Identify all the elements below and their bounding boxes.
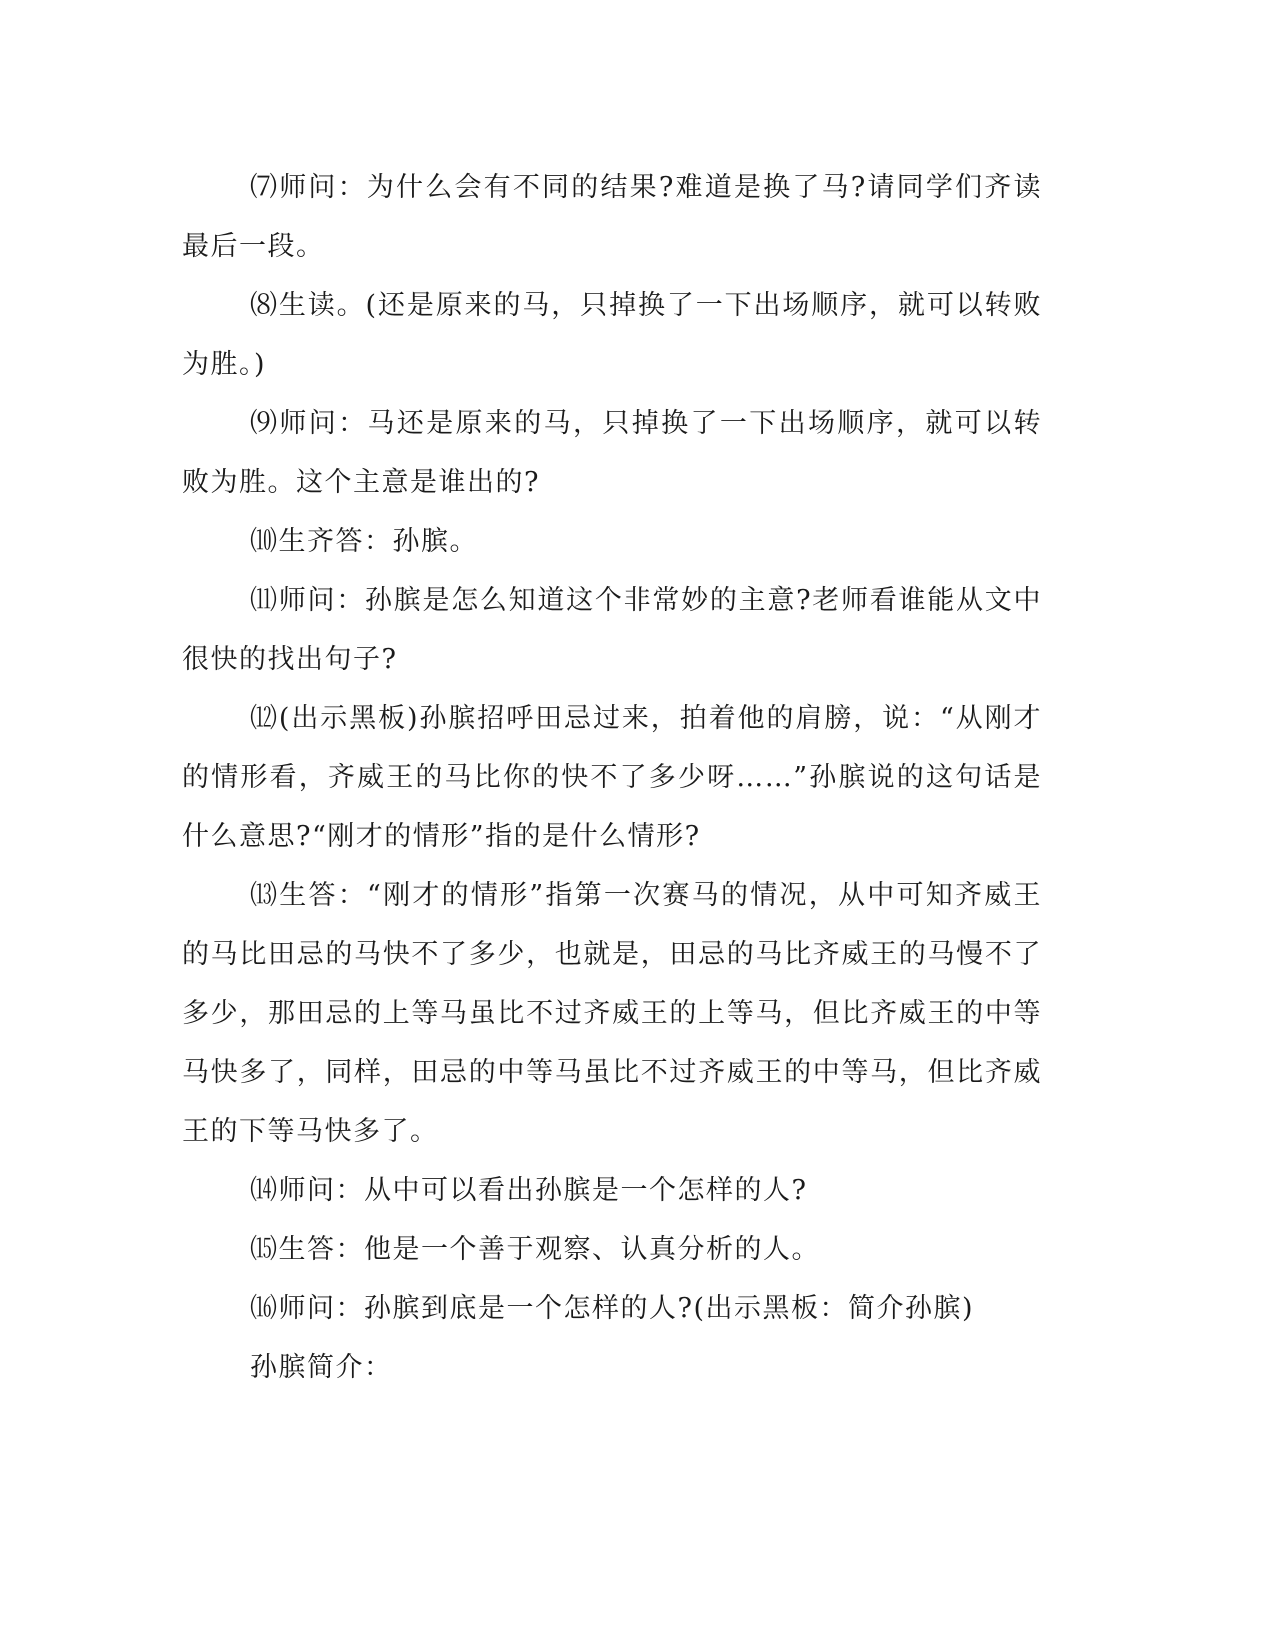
paragraph-10: ⑽生齐答：孙膑。 (250, 526, 478, 557)
paragraph-9: ⑼师问：马还是原来的马，只掉换了一下出场顺序，就可以转败为胜。这个主意是谁出的? (182, 408, 1042, 498)
paragraph-8: ⑻生读。(还是原来的马，只掉换了一下出场顺序，就可以转败为胜。) (182, 290, 1042, 380)
section-heading-sunbin-intro: 孙膑简介： (250, 1352, 393, 1383)
paragraph-11: ⑾师问：孙膑是怎么知道这个非常妙的主意?老师看谁能从文中很快的找出句子? (182, 585, 1042, 675)
paragraph-7: ⑺师问：为什么会有不同的结果?难道是换了马?请同学们齐读最后一段。 (182, 172, 1042, 262)
paragraph-14: ⒁师问：从中可以看出孙膑是一个怎样的人? (250, 1175, 808, 1206)
document-body (182, 158, 1042, 1397)
paragraph-12: ⑿(出示黑板)孙膑招呼田忌过来，拍着他的肩膀，说：“从刚才的情形看，齐威王的马比你的快不了多少呀……”孙膑说的这句话是什么意思?“刚才的情形”指的是什么情形? (182, 703, 1042, 852)
paragraph-13: ⒀生答：“刚才的情形”指第一次赛马的情况，从中可知齐威王的马比田忌的马快不了多少，也就是，田忌的马比齐威王的马慢不了多少，那田忌的上等马虽比不过齐威王的上等马，但比齐威王的中等马快多了，同样，田忌的中等马虽比不过齐威王的中等马，但比齐威王的下等马快多了。 (182, 880, 1042, 1147)
paragraph-15: ⒂生答：他是一个善于观察、认真分析的人。 (250, 1234, 820, 1265)
paragraph-16: ⒃师问：孙膑到底是一个怎样的人?(出示黑板：简介孙膑) (250, 1293, 975, 1324)
